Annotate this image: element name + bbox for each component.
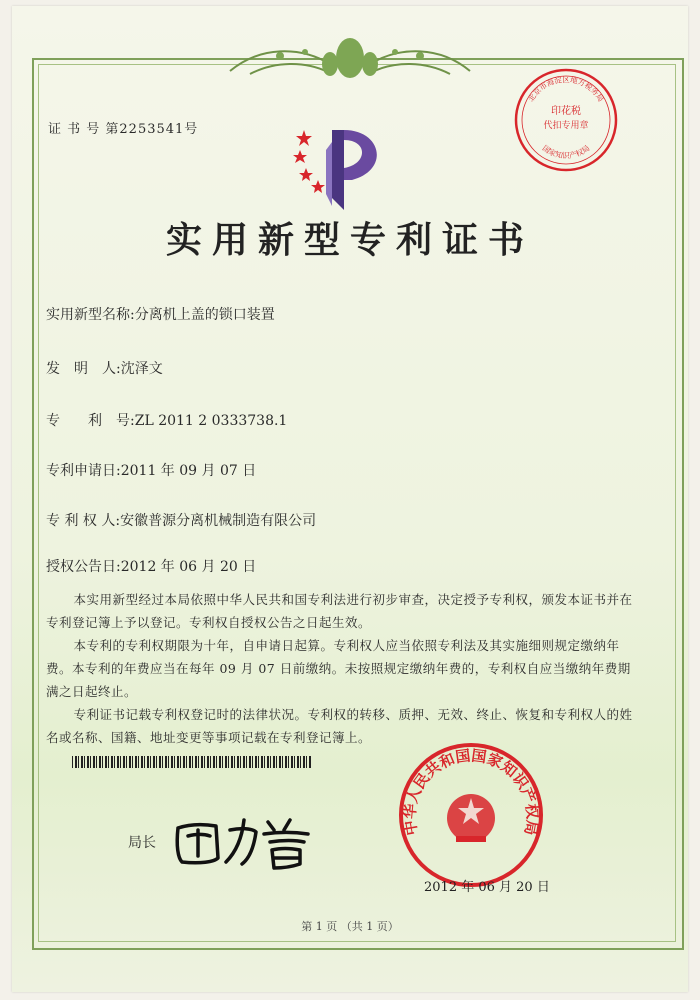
certificate-body	[46, 588, 636, 749]
field-value: ZL 2011 2 0333738.1	[134, 413, 288, 429]
svg-text:国家知识产权局: 国家知识产权局	[540, 143, 592, 161]
director-signature	[170, 806, 320, 876]
field-value: 2011 年 09 月 07 日	[120, 463, 257, 479]
director-label: 局长	[128, 835, 156, 851]
body-paragraph: 专利证书记载专利权登记时的法律状况。专利权的转移、质押、无效、终止、恢复和专利权人的姓名或名称、国籍、地址变更等事项记载在专利登记簿上。	[46, 707, 633, 745]
field-patent-number	[46, 410, 287, 430]
big-seal-text: 中华人民共和国国家知识产权局	[400, 746, 542, 837]
field-grant-date	[46, 556, 256, 576]
field-label: 专利申请日:	[46, 463, 121, 479]
field-label: 专 利 号:	[46, 413, 135, 429]
svg-text:代扣专用章: 代扣专用章	[543, 121, 589, 131]
body-paragraph: 本实用新型经过本局依照中华人民共和国专利法进行初步审查，决定授予专利权，颁发本证书并在专利登记簿上予以登记。专利权自授权公告之日起生效。	[46, 592, 633, 630]
field-label: 专 利 权 人:	[46, 513, 121, 529]
sipo-logo-icon	[282, 110, 402, 220]
sipo-official-seal-icon	[396, 740, 546, 890]
field-patentee	[46, 510, 316, 530]
page-footer: 第 1 页 （共 1 页）	[301, 920, 399, 933]
top-ornament	[220, 26, 480, 86]
field-utility-model-name	[46, 304, 275, 324]
field-value: 沈泽文	[120, 361, 163, 377]
barcode	[72, 756, 312, 768]
certificate-number: 证 书 号 第2253541号	[48, 122, 199, 137]
body-paragraph: 本专利的专利权期限为十年，自申请日起算。专利权人应当依照专利法及其实施细则规定缴纳年费。本专利的年费应当在每年 09 月 07 日前缴纳。未按照规定缴纳年费的，专利权自应当缴纳年费期满之日起终止。	[46, 638, 631, 699]
field-application-date	[46, 460, 256, 480]
field-label: 发 明 人:	[46, 361, 121, 377]
seal-date: 2012 年 06 月 20 日	[424, 880, 550, 895]
svg-text:印花税: 印花税	[551, 106, 581, 117]
field-inventor	[46, 358, 163, 378]
svg-text:北京市海淀区地方税务局: 北京市海淀区地方税务局	[526, 75, 606, 104]
field-value: 2012 年 06 月 20 日	[120, 559, 257, 575]
field-label: 授权公告日:	[46, 559, 121, 575]
field-value: 安徽普源分离机械制造有限公司	[120, 513, 317, 529]
tax-seal-icon	[510, 64, 622, 176]
certificate-title: 实用新型专利证书	[165, 219, 534, 261]
field-value: 分离机上盖的锁口装置	[134, 307, 275, 323]
field-label: 实用新型名称:	[46, 307, 135, 323]
